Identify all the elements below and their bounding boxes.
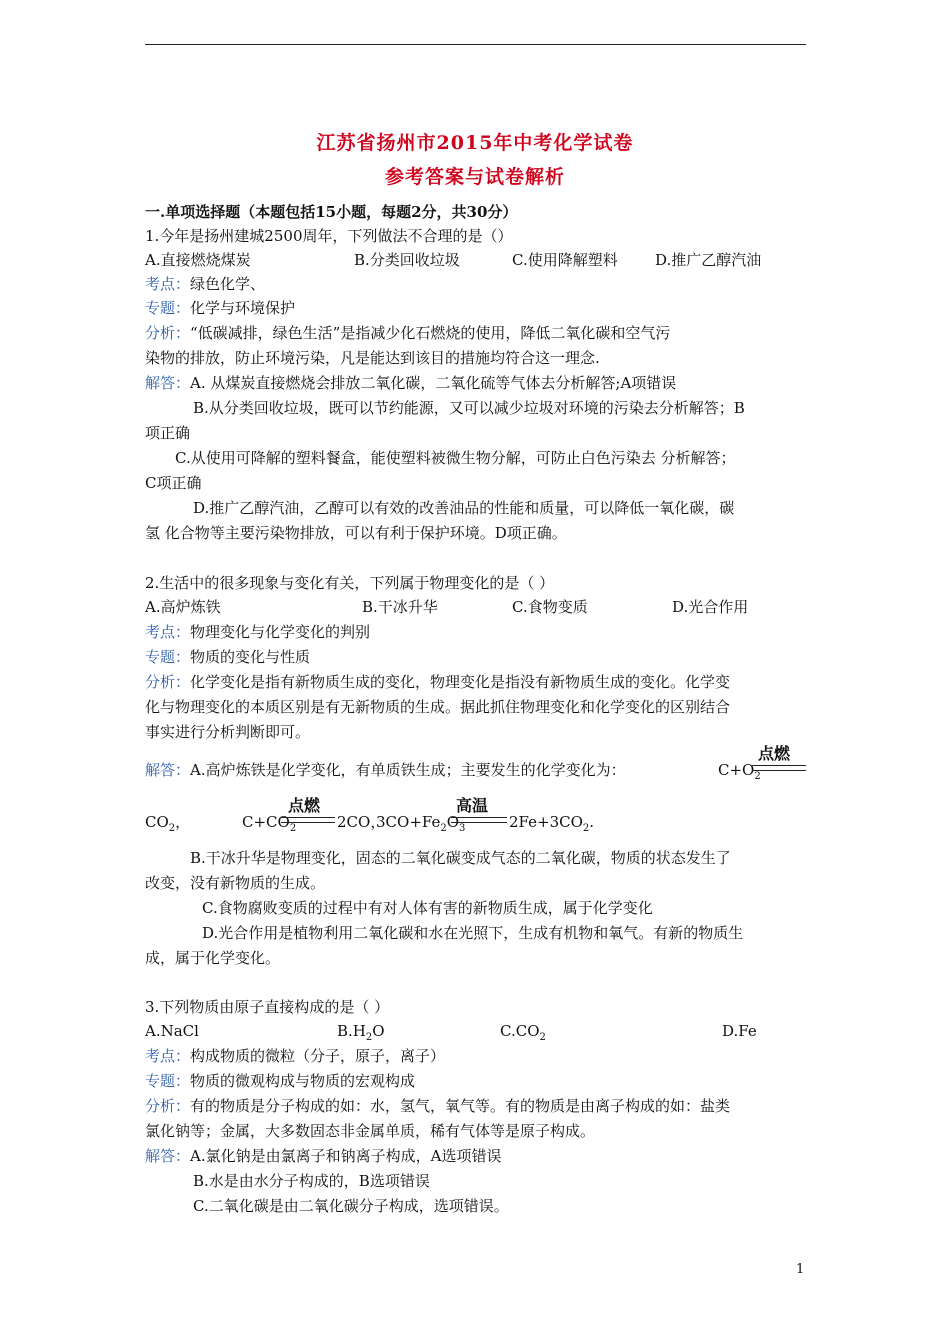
equation-2-bar: [281, 817, 335, 823]
q1-jieda-b2: 项正确: [145, 424, 191, 442]
section-heading: 一.单项选择题（本题包括15小题，每题2分，共30分）: [145, 203, 518, 221]
q3-fenxi-text-1: 有的物质是分子构成的如：水，氢气，氧气等。有的物质是由离子构成的如：盐类: [190, 1097, 731, 1115]
q3-b-pre: B.H: [337, 1022, 366, 1040]
fenxi-label: 分析：: [145, 324, 191, 342]
q1-fenxi-text-1: “低碳减排，绿色生活”是指减少化石燃烧的使用，降低二氧化碳和空气污: [190, 324, 671, 342]
q1-zhuanti: [145, 298, 295, 318]
q3-c-sub: 2: [539, 1032, 546, 1043]
q1-jieda-b1: B.从分类回收垃圾，既可以节约能源，又可以减少垃圾对环境的污染去分析解答；B: [193, 399, 745, 417]
q2-option-d: D.光合作用: [672, 598, 749, 616]
eq1-product-sub: 2: [168, 823, 176, 834]
header-rule: [145, 44, 806, 45]
q1-option-d: D.推广乙醇汽油: [655, 251, 762, 269]
jieda-label: 解答：: [145, 761, 191, 779]
q2-jieda: [145, 760, 626, 780]
equation-2-product: 2CO，: [337, 813, 386, 831]
q3-jieda-a: A.氯化钠是由氯离子和钠离子构成，A选项错误: [190, 1147, 502, 1165]
q3-option-a: A.NaCl: [145, 1022, 199, 1040]
q3-fenxi: [145, 1096, 730, 1116]
eq1-tail: ，: [175, 813, 191, 831]
q2-jieda-b1: B.干冰升华是物理变化，固态的二氧化碳变成气态的二氧化碳，物质的状态发生了: [190, 849, 731, 867]
q1-stem: 1.今年是扬州建城2500周年，下列做法不合理的是（）: [145, 227, 513, 245]
q3-stem: 3.下列物质由原子直接构成的是（ ）: [145, 998, 390, 1016]
q3-c-pre: C.CO: [500, 1022, 540, 1040]
q1-fenxi-line-2: 染物的排放，防止环境污染，凡是能达到该目的措施均符合这一理念.: [145, 349, 600, 367]
kaodian-label: 考点：: [145, 1047, 191, 1065]
q2-kaodian-text: 物理变化与化学变化的判别: [190, 623, 371, 641]
q3-kaodian: [145, 1046, 445, 1066]
q2-fenxi: [145, 672, 730, 692]
zhuanti-label: 专题：: [145, 648, 191, 666]
q2-option-a: A.高炉炼铁: [145, 598, 221, 616]
q1-jieda-d1: D.推广乙醇汽油，乙醇可以有效的改善油品的性能和质量，可以降低一氧化碳，碳: [193, 499, 735, 517]
q1-kaodian: [145, 274, 265, 294]
equation-1-product: [145, 812, 190, 839]
q3-zhuanti-text: 物质的微观构成与物质的宏观构成: [190, 1072, 416, 1090]
q3-b-sub: 2: [365, 1032, 373, 1043]
eq3-left: 3CO+Fe: [376, 813, 441, 831]
q1-jieda-d2: 氢 化合物等主要污染物排放，可以有利于保护环境。D项正确。: [145, 524, 567, 542]
q1-jieda-c2: C项正确: [145, 474, 202, 492]
q2-option-c: C.食物变质: [512, 598, 588, 616]
q2-fenxi-line-2: 化与物理变化的本质区别是有无新物质的生成。据此抓住物理变化和化学变化的区别结合: [145, 698, 731, 716]
condition-high-temp: 高温: [456, 796, 489, 815]
q3-fenxi-line-2: 氯化钠等；金属，大多数固态非金属单质，稀有气体等是原子构成。: [145, 1122, 596, 1140]
equation-1-bar: [752, 765, 806, 771]
q2-stem: 2.生活中的很多现象与变化有关，下列属于物理变化的是（ ）: [145, 574, 555, 592]
equation-3-bar: [451, 817, 507, 823]
q1-option-b: B.分类回收垃圾: [354, 251, 460, 269]
q2-jieda-b2: 改变，没有新物质的生成。: [145, 874, 326, 892]
eq3-sub-o: 3: [459, 823, 466, 834]
jieda-label: 解答：: [145, 374, 191, 392]
q3-jieda-c: C.二氧化碳是由二氧化碳分子构成，选项错误。: [193, 1197, 509, 1215]
q2-kaodian: [145, 622, 370, 642]
q3-jieda: [145, 1146, 501, 1166]
q3-b-post: O: [372, 1022, 385, 1040]
eq3-sub-co2: 2: [582, 823, 590, 834]
q2-fenxi-line-3: 事实进行分析判断即可。: [145, 723, 311, 741]
q2-jieda-d1: D.光合作用是植物利用二氧化碳和水在光照下，生成有机物和氧气。有新的物质生: [202, 924, 744, 942]
q3-option-c: [500, 1021, 546, 1048]
eq3-right: 2Fe+3CO: [509, 813, 583, 831]
q1-jieda: [145, 373, 676, 393]
q2-jieda-c: C.食物腐败变质的过程中有对人体有害的新物质生成，属于化学变化: [202, 899, 653, 917]
condition-ignite-1: 点燃: [758, 744, 791, 763]
page-title: 江苏省扬州市2015年中考化学试卷: [316, 132, 634, 154]
condition-ignite-2: 点燃: [288, 796, 321, 815]
eq1-sub: 2: [754, 771, 761, 782]
q1-kaodian-text: 绿色化学、: [190, 275, 266, 293]
eq3-sub-fe: 2: [440, 823, 447, 834]
kaodian-label: 考点：: [145, 623, 191, 641]
q3-jieda-b: B.水是由水分子构成的，B选项错误: [193, 1172, 430, 1190]
eq3-dot: .: [589, 813, 595, 831]
q1-jieda-a: A. 从煤炭直接燃烧会排放二氧化碳，二氧化硫等气体去分析解答;A项错误: [190, 374, 677, 392]
q2-fenxi-text-1: 化学变化是指有新物质生成的变化，物理变化是指没有新物质生成的变化。化学变: [190, 673, 731, 691]
q2-jieda-d2: 成，属于化学变化。: [145, 949, 281, 967]
equation-3-product: [509, 812, 594, 839]
zhuanti-label: 专题：: [145, 1072, 191, 1090]
zhuanti-label: 专题：: [145, 299, 191, 317]
q2-jieda-a: A.高炉炼铁是化学变化，有单质铁生成；主要发生的化学变化为：: [190, 761, 626, 779]
eq2-left: C+CO: [242, 813, 290, 831]
q1-zhuanti-text: 化学与环境保护: [190, 299, 296, 317]
q1-fenxi: [145, 323, 670, 343]
q2-zhuanti-text: 物质的变化与性质: [190, 648, 311, 666]
eq1-product: CO: [145, 813, 169, 831]
q3-option-d: D.Fe: [722, 1022, 757, 1040]
eq2-sub: 2: [289, 823, 297, 834]
page-subtitle: 参考答案与试卷解析: [384, 166, 565, 188]
fenxi-label: 分析：: [145, 1097, 191, 1115]
q1-option-c: C.使用降解塑料: [512, 251, 618, 269]
q2-zhuanti: [145, 647, 310, 667]
fenxi-label: 分析：: [145, 673, 191, 691]
kaodian-label: 考点：: [145, 275, 191, 293]
q1-jieda-c1: C.从使用可降解的塑料餐盒，能使塑料被微生物分解，可防止白色污染去 分析解答；: [175, 449, 736, 467]
jieda-label: 解答：: [145, 1147, 191, 1165]
q1-option-a: A.直接燃烧煤炭: [145, 251, 251, 269]
eq3-mid: O: [446, 813, 460, 831]
page-number: 1: [796, 1262, 805, 1277]
q2-option-b: B.干冰升华: [362, 598, 438, 616]
q3-zhuanti: [145, 1071, 415, 1091]
q3-option-b: [337, 1021, 385, 1048]
eq1-left: C+O: [718, 761, 755, 779]
q3-kaodian-text: 构成物质的微粒（分子，原子，离子）: [190, 1047, 446, 1065]
